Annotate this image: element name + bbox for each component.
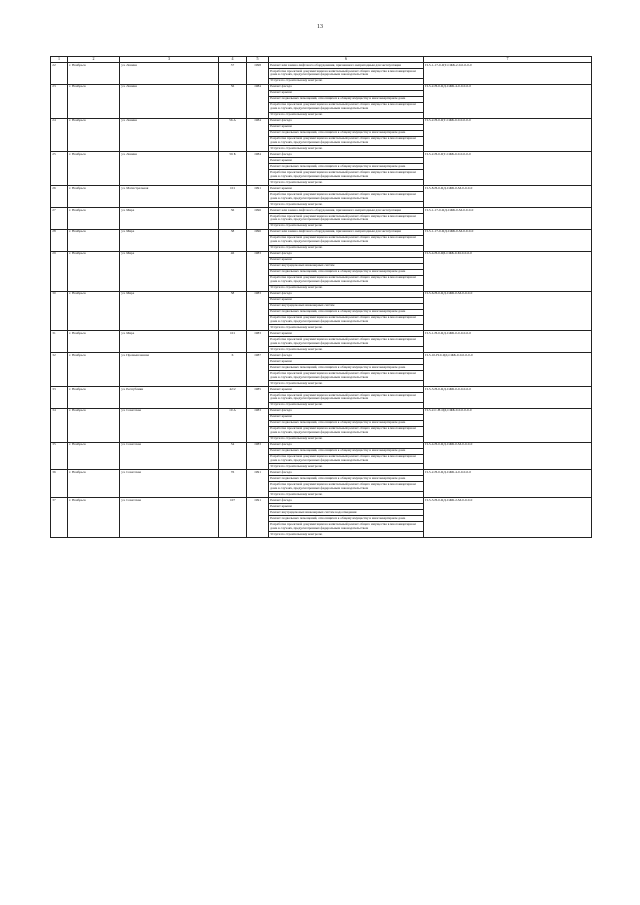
street-cell: ул. Советская — [120, 442, 219, 470]
house-cell: 101 — [219, 186, 247, 208]
work-item: Ремонт подвальных помещений, относящихся к общему имуществу в многоквартирном доме — [269, 516, 423, 522]
capital-repair-table — [50, 56, 592, 538]
code-cell: П-5-4-Н-0-ЦБ-СЖБ-0-М-0-0-0-0 — [424, 251, 592, 291]
city-cell: г. Ноябрьск — [68, 186, 120, 208]
works-cell — [269, 353, 424, 387]
house-cell: 58 — [219, 291, 247, 331]
table-row — [51, 470, 592, 498]
row-number: 32 — [51, 353, 68, 387]
work-item: Ремонт фасада — [269, 252, 423, 258]
work-item: Ремонт подвальных помещений, относящихся к общему имуществу в многоквартирном доме — [269, 365, 423, 371]
street-cell: ул. Мира — [120, 251, 219, 291]
row-number: 37 — [51, 498, 68, 538]
works-cell — [269, 251, 424, 291]
table-row — [51, 63, 592, 85]
work-item: Ремонт внутридомовых инженерных систем водоотведения — [269, 510, 423, 516]
work-item: Ремонт крыши — [269, 91, 423, 97]
table-row — [51, 84, 592, 118]
work-item: Разработка проектной документации на капитальный ремонт общего имущества в многоквартирном доме в случаях, предусмотренных федеральным законодательством — [269, 170, 423, 180]
table-body — [51, 63, 592, 538]
code-cell: П-5-4-Н-0-ЦД-СЖБ-0-М-0-0-0-0 — [424, 442, 592, 470]
work-item: Услуги по строительному контролю — [270, 380, 323, 385]
house-cell: 101 — [219, 331, 247, 353]
code-cell: П-5-2-Н-0-ЦД-СЖБ-4-0-0-0-0-0 — [424, 84, 592, 118]
works-cell — [269, 118, 424, 152]
row-number: 30 — [51, 291, 68, 331]
works-cell — [269, 229, 424, 251]
house-cell: 34 — [219, 442, 247, 470]
row-number: 26 — [51, 186, 68, 208]
code-cell: П-5-1-Н-0-ЦД-СЖБ-0-0-0-0-0-0 — [424, 331, 592, 353]
work-item: Ремонт фасада — [269, 353, 423, 359]
city-cell: г. Ноябрьск — [68, 152, 120, 186]
row-number: 36 — [51, 470, 68, 498]
table-row — [51, 118, 592, 152]
year-cell: 1984 — [247, 84, 269, 118]
work-item: Услуги по строительному контролю — [270, 402, 323, 407]
table-row — [51, 498, 592, 538]
header-col-5: 5 — [247, 57, 269, 63]
house-cell: 38 — [219, 229, 247, 251]
work-item: Ремонт крыши — [269, 298, 423, 304]
table-row — [51, 353, 592, 387]
street-cell: ул. Промышленная — [120, 353, 219, 387]
table-row — [51, 331, 592, 353]
city-cell: г. Ноябрьск — [68, 353, 120, 387]
table-row — [51, 229, 592, 251]
work-item: Ремонт фасада — [269, 498, 423, 504]
work-item: Разработка проектной документации на капитальный ремонт общего имущества в многоквартирном доме в случаях, предусмотренных федеральным законодательством — [269, 103, 423, 113]
work-item: Ремонт подвальных помещений, относящихся к общему имуществу в многоквартирном доме — [269, 310, 423, 316]
work-item: Ремонт подвальных помещений, относящихся к общему имуществу в многоквартирном доме — [269, 97, 423, 103]
house-cell: 37 — [219, 63, 247, 85]
street-cell: ул. Республики — [120, 386, 219, 408]
work-item: Ремонт крыши — [269, 387, 423, 393]
street-cell: ул. Ленина — [120, 84, 219, 118]
year-cell: 1985 — [247, 386, 269, 408]
house-cell: 107 — [219, 498, 247, 538]
work-item: Ремонт подвальных помещений, относящихся к общему имуществу в многоквартирном доме — [269, 270, 423, 276]
city-cell: г. Ноябрьск — [68, 386, 120, 408]
year-cell: 1983 — [247, 331, 269, 353]
work-item: Разработка проектной документации на капитальный ремонт общего имущества в многоквартирном доме в случаях, предусмотренных федеральным законодательством — [269, 482, 423, 492]
table-row — [51, 152, 592, 186]
year-cell: 1991 — [247, 498, 269, 538]
work-item: Разработка проектной документации на капитальный ремонт общего имущества в многоквартирном доме в случаях, предусмотренных федеральным законодательством — [269, 214, 423, 224]
header-col-1: 1 — [51, 57, 68, 63]
house-cell: 42/2 — [219, 386, 247, 408]
house-cell: 56 Б — [219, 152, 247, 186]
work-item: Услуги по строительному контролю — [270, 179, 323, 184]
city-cell: г. Ноябрьск — [68, 63, 120, 85]
work-item: Разработка проектной документации на капитальный ремонт общего имущества в многоквартирном доме в случаях, предусмотренных федеральным законодательством — [269, 192, 423, 202]
row-number: 29 — [51, 251, 68, 291]
street-cell: ул. Советская — [120, 470, 219, 498]
works-cell — [269, 84, 424, 118]
work-item: Услуги по строительному контролю — [270, 78, 323, 83]
work-item: Ремонт подвальных помещений, относящихся к общему имуществу в многоквартирном доме — [269, 421, 423, 427]
work-item: Ремонт подвальных помещений, относящихся к общему имуществу в многоквартирном доме — [269, 131, 423, 137]
house-cell: 46 — [219, 251, 247, 291]
works-cell — [269, 470, 424, 498]
street-cell: ул. Мира — [120, 291, 219, 331]
work-item: Разработка проектной документации на капитальный ремонт общего имущества в многоквартирном доме в случаях, предусмотренных федеральным законодательством — [269, 455, 423, 465]
code-cell: П-5-3-Н-0-ЦД-СЖБ-2-М-0-0-0-0 — [424, 498, 592, 538]
works-cell — [269, 386, 424, 408]
street-cell: ул. Ленина — [120, 63, 219, 85]
work-item: Ремонт крыши — [269, 359, 423, 365]
year-cell: 1983 — [247, 251, 269, 291]
work-item: Ремонт фасада — [269, 443, 423, 449]
year-cell: 1983 — [247, 442, 269, 470]
street-cell: ул. Мира — [120, 208, 219, 230]
work-item: Разработка проектной документации на капитальный ремонт общего имущества в многоквартирном доме в случаях, предусмотренных федеральным законодательством — [269, 137, 423, 147]
code-cell: П-5-1-17-0-ЦТ-СЖБ-2-0-0-0-0-0 — [424, 63, 592, 85]
city-cell: г. Ноябрьск — [68, 442, 120, 470]
work-item: Разработка проектной документации на капитальный ремонт общего имущества в многоквартирном доме в случаях, предусмотренных федеральным законодательством — [269, 427, 423, 437]
page-number: 13 — [317, 24, 323, 30]
work-item: Услуги по строительному контролю — [270, 491, 323, 496]
row-number: 28 — [51, 229, 68, 251]
header-col-4: 4 — [219, 57, 247, 63]
table-row — [51, 291, 592, 331]
table-row — [51, 408, 592, 442]
header-col-7: 7 — [424, 57, 592, 63]
work-item: Ремонт фасада — [269, 292, 423, 298]
works-cell — [269, 442, 424, 470]
works-cell — [269, 63, 424, 85]
works-cell — [269, 208, 424, 230]
city-cell: г. Ноябрьск — [68, 408, 120, 442]
row-number: 27 — [51, 208, 68, 230]
works-cell — [269, 408, 424, 442]
work-item: Услуги по строительному контролю — [270, 112, 323, 117]
header-col-2: 2 — [68, 57, 120, 63]
street-cell: ул. Ленина — [120, 152, 219, 186]
row-number: 23 — [51, 84, 68, 118]
code-cell: П-5-2-Н-0-ЦД-СЖБ-4-0-0-0-0-0 — [424, 470, 592, 498]
work-item: Ремонт фасада — [269, 152, 423, 158]
header-col-3: 3 — [120, 57, 219, 63]
code-cell: П-5-8-Н-0-ЦД-СЖБ-0-М-0-0-0-0 — [424, 186, 592, 208]
code-cell: П-5-2-Н-0-ЦТ-СЖБ-0-0-0-0-0-0 — [424, 152, 592, 186]
city-cell: г. Ноябрьск — [68, 208, 120, 230]
work-item: Услуги по строительному контролю — [270, 285, 323, 290]
house-cell: 6 — [219, 353, 247, 387]
year-cell: 1996 — [247, 229, 269, 251]
year-cell: 1983 — [247, 408, 269, 442]
city-cell: г. Ноябрьск — [68, 251, 120, 291]
year-cell: 1996 — [247, 208, 269, 230]
work-item: Ремонт подвальных помещений, относящихся к общему имуществу в многоквартирном доме — [269, 476, 423, 482]
work-item: Разработка проектной документации на капитальный ремонт общего имущества в многоквартирном доме в случаях, предусмотренных федеральным законодательством — [269, 337, 423, 347]
work-item: Разработка проектной документации на капитальный ремонт общего имущества в многоквартирном доме в случаях, предусмотренных федеральным законодательством — [269, 236, 423, 246]
works-cell — [269, 291, 424, 331]
table-row — [51, 386, 592, 408]
work-item: Ремонт или замена лифтового оборудования, признанного непригодным для эксплуатации — [269, 63, 423, 69]
year-cell: 1984 — [247, 152, 269, 186]
work-item: Услуги по строительному контролю — [270, 346, 323, 351]
works-cell — [269, 186, 424, 208]
year-cell: 1998 — [247, 63, 269, 85]
table-row — [51, 442, 592, 470]
work-item: Ремонт внутридомовых инженерных систем — [269, 264, 423, 270]
work-item: Услуги по строительному контролю — [270, 531, 323, 536]
row-number: 24 — [51, 118, 68, 152]
work-item: Услуги по строительному контролю — [270, 223, 323, 228]
code-cell: П-5-10-Н-0-ЦД-СЖБ-0-0-0-0-0-0 — [424, 353, 592, 387]
work-item: Ремонт фасада — [269, 85, 423, 91]
city-cell: г. Ноябрьск — [68, 291, 120, 331]
year-cell: 1987 — [247, 353, 269, 387]
house-cell: 56 А — [219, 118, 247, 152]
work-item: Разработка проектной документации на капитальный ремонт общего имущества в многоквартирном доме в случаях, предусмотренных федеральным законодательством — [269, 393, 423, 403]
row-number: 33 — [51, 386, 68, 408]
work-item: Ремонт крыши — [269, 258, 423, 264]
work-item: Ремонт крыши — [269, 415, 423, 421]
work-item: Ремонт крыши — [269, 158, 423, 164]
row-number: 34 — [51, 408, 68, 442]
code-cell: П-5-1-17-0-ЦД-СЖБ-0-М-0-0-0-0 — [424, 229, 592, 251]
work-item: Ремонт крыши — [269, 331, 423, 337]
city-cell: г. Ноябрьск — [68, 498, 120, 538]
work-item: Разработка проектной документации на капитальный ремонт общего имущества в многоквартирном доме в случаях, предусмотренных федеральным законодательством — [269, 276, 423, 286]
work-item: Ремонт или замена лифтового оборудования, признанного непригодным для эксплуатации — [269, 230, 423, 236]
house-cell: 10 А — [219, 408, 247, 442]
table-row — [51, 186, 592, 208]
street-cell: ул. Советская — [120, 498, 219, 538]
table-row — [51, 251, 592, 291]
work-item: Ремонт крыши — [269, 504, 423, 510]
code-cell: П-5-6-Н-0-ЦД-СЖБ-0-М-0-0-0-0 — [424, 291, 592, 331]
street-cell: ул. Мира — [120, 229, 219, 251]
city-cell: г. Ноябрьск — [68, 229, 120, 251]
work-item: Услуги по строительному контролю — [270, 146, 323, 151]
row-number: 31 — [51, 331, 68, 353]
city-cell: г. Ноябрьск — [68, 118, 120, 152]
work-item: Ремонт фасада — [269, 119, 423, 125]
work-item: Ремонт подвальных помещений, относящихся к общему имуществу в многоквартирном доме — [269, 449, 423, 455]
work-item: Разработка проектной документации на капитальный ремонт общего имущества в многоквартирном доме в случаях, предусмотренных федеральным законодательством — [269, 522, 423, 532]
house-cell: 36 — [219, 208, 247, 230]
work-item: Ремонт крыши — [269, 125, 423, 131]
code-cell: П-5-2-С-Н-ЦД-СЖБ-0-0-0-0-0-0 — [424, 408, 592, 442]
row-number: 35 — [51, 442, 68, 470]
street-cell: ул. Мира — [120, 331, 219, 353]
year-cell: 1984 — [247, 118, 269, 152]
street-cell: ул. Советская — [120, 408, 219, 442]
code-cell: П-5-3-Н-0-ЦД-СЖБ-0-0-0-0-0-0 — [424, 386, 592, 408]
year-cell: 1991 — [247, 186, 269, 208]
city-cell: г. Ноябрьск — [68, 84, 120, 118]
work-item: Услуги по строительному контролю — [270, 436, 323, 441]
work-item: Ремонт фасада — [269, 470, 423, 476]
work-item: Ремонт фасада — [269, 409, 423, 415]
work-item: Разработка проектной документации на капитальный ремонт общего имущества в многоквартирном доме в случаях, предусмотренных федеральным законодательством — [269, 371, 423, 381]
table-row — [51, 208, 592, 230]
works-cell — [269, 331, 424, 353]
row-number: 22 — [51, 63, 68, 85]
header-col-6: 6 — [269, 57, 424, 63]
year-cell: 1991 — [247, 470, 269, 498]
house-cell: 76 — [219, 470, 247, 498]
works-cell — [269, 152, 424, 186]
house-cell: 56 — [219, 84, 247, 118]
work-item: Разработка проектной документации на капитальный ремонт общего имущества в многоквартирном доме в случаях, предусмотренных федеральным законодательством — [269, 69, 423, 79]
work-item: Услуги по строительному контролю — [270, 463, 323, 468]
year-cell: 1983 — [247, 291, 269, 331]
work-item: Ремонт внутридомовых инженерных систем — [269, 304, 423, 310]
work-item: Услуги по строительному контролю — [270, 201, 323, 206]
code-cell: П-5-2-Н-0-ЦТ-СЖБ-0-0-0-0-0-0 — [424, 118, 592, 152]
work-item: Услуги по строительному контролю — [270, 324, 323, 329]
works-cell — [269, 498, 424, 538]
code-cell: П-5-1-17-0-ЦД-СЖБ-0-М-0-0-0-0 — [424, 208, 592, 230]
work-item: Услуги по строительному контролю — [270, 245, 323, 250]
work-item: Разработка проектной документации на капитальный ремонт общего имущества в многоквартирном доме в случаях, предусмотренных федеральным законодательством — [269, 316, 423, 326]
city-cell: г. Ноябрьск — [68, 470, 120, 498]
work-item: Ремонт крыши — [269, 186, 423, 192]
work-item: Ремонт или замена лифтового оборудования, признанного непригодным для эксплуатации — [269, 208, 423, 214]
work-item: Ремонт подвальных помещений, относящихся к общему имуществу в многоквартирном доме — [269, 164, 423, 170]
city-cell: г. Ноябрьск — [68, 331, 120, 353]
street-cell: ул. Магистральная — [120, 186, 219, 208]
row-number: 25 — [51, 152, 68, 186]
street-cell: ул. Ленина — [120, 118, 219, 152]
